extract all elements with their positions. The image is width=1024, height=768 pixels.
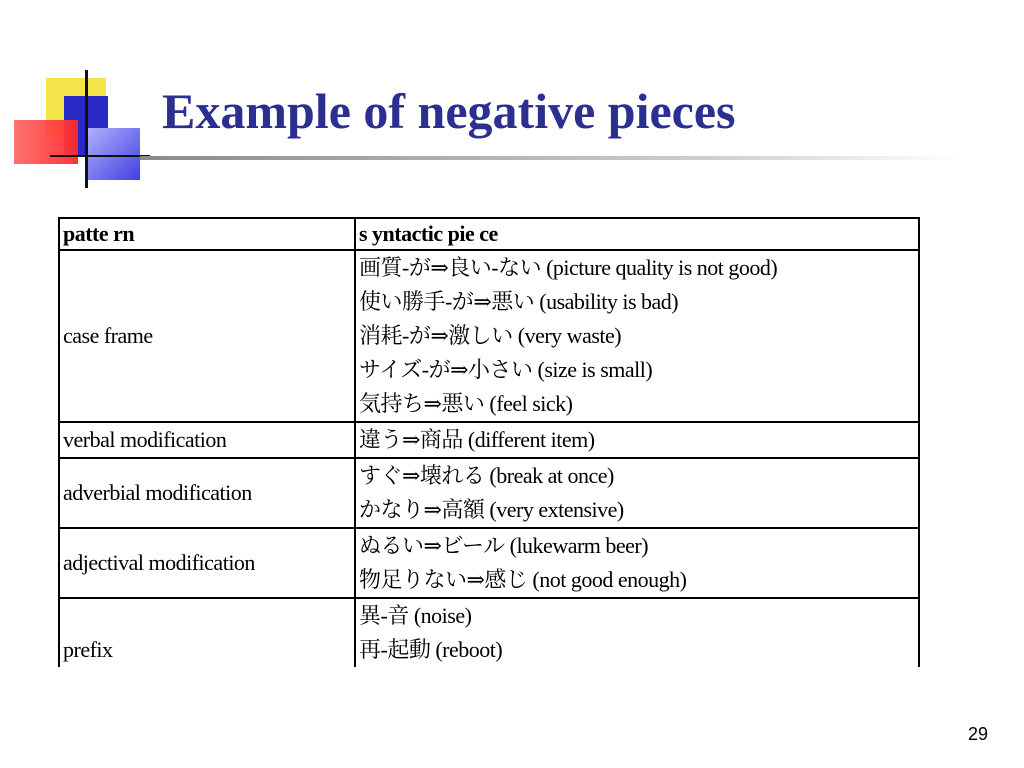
piece-line: 違う⇒商品 (different item) [359, 427, 595, 452]
piece-line: 消耗-が⇒激しい (very waste) [359, 323, 622, 348]
pieces-cell [355, 528, 919, 598]
pattern-cell: adverbial modification [59, 458, 355, 528]
title-underline [140, 156, 960, 160]
piece-line: 再-起動 (reboot) [359, 637, 503, 662]
pieces-cell [355, 458, 919, 528]
pieces-cell [355, 250, 919, 422]
decor-lightblue-square [88, 128, 140, 180]
pieces-cell [355, 598, 919, 667]
piece-line: サイズ-が⇒小さい (size is small) [359, 357, 653, 382]
piece-line: 画質-が⇒良い-ない (picture quality is not good) [359, 255, 778, 280]
page-number: 29 [968, 724, 989, 744]
negative-pieces-table [58, 217, 920, 667]
decor-vertical-line [85, 70, 88, 188]
decor-horizontal-line [50, 155, 150, 157]
pattern-cell: verbal modification [59, 422, 355, 458]
piece-line: かなり⇒高額 (very extensive) [359, 497, 624, 522]
slide-title: Example of negative pieces [162, 83, 736, 139]
header-pattern: patte rn [59, 218, 355, 250]
pattern-cell: case frame [59, 250, 355, 422]
piece-line: すぐ⇒壊れる (break at once) [359, 463, 614, 488]
header-syntactic-piece: s yntactic pie ce [355, 218, 919, 250]
pieces-cell [355, 422, 919, 458]
piece-line: ぬるい⇒ビール (lukewarm beer) [359, 533, 649, 558]
table-row [59, 598, 919, 667]
piece-line: 物足りない⇒感じ (not good enough) [359, 567, 687, 592]
table-row [59, 250, 919, 422]
pattern-cell: prefix [59, 598, 355, 667]
table-row [59, 458, 919, 528]
piece-line: 異-音 (noise) [359, 603, 472, 628]
piece-line: 使い勝手-が⇒悪い (usability is bad) [359, 289, 679, 314]
pattern-cell: adjectival modification [59, 528, 355, 598]
decor-red-square [14, 120, 78, 164]
table-row [59, 528, 919, 598]
table-header-row [59, 218, 919, 250]
table-row [59, 422, 919, 458]
piece-line: 気持ち⇒悪い (feel sick) [359, 391, 573, 416]
